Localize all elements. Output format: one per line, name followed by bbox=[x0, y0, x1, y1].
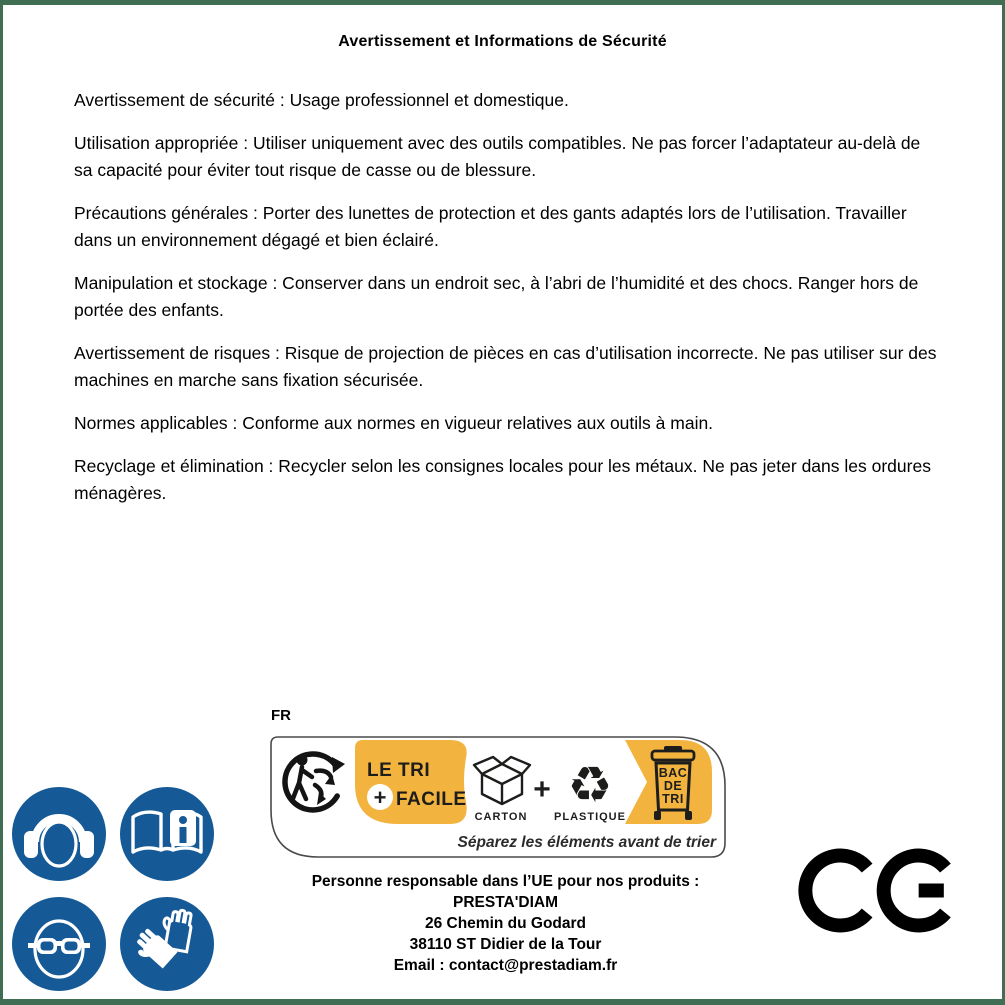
headline-plus: + bbox=[373, 785, 387, 810]
materials-plus: + bbox=[533, 773, 551, 806]
headline-banner bbox=[355, 740, 467, 824]
headline-top: LE TRI bbox=[367, 760, 431, 781]
responsible-email: Email : contact@prestadiam.fr bbox=[393, 957, 618, 974]
eu-responsible-block bbox=[253, 871, 758, 976]
ear-protection-icon bbox=[11, 786, 107, 882]
responsible-street: 26 Chemin du Godard bbox=[424, 915, 587, 932]
page-title: Avertissement et Informations de Sécurité bbox=[338, 33, 667, 50]
responsible-city: 38110 ST Didier de la Tour bbox=[409, 936, 602, 953]
mandatory-safety-icons bbox=[11, 786, 215, 992]
paragraph-proper-use: Utilisation appropriée : Utiliser uniquement avec des outils compatibles. Ne pas forcer l’adaptateur au-delà de sa capacité pour éviter tout risque de casse ou de blessure. bbox=[74, 133, 921, 180]
material-1-label: CARTON bbox=[474, 811, 528, 823]
paragraph-safety-warning: Avertissement de sécurité : Usage professionnel et domestique. bbox=[74, 90, 569, 110]
paragraph-handling-storage: Manipulation et stockage : Conserver dans un endroit sec, à l’abri de l’humidité et des chocs. Ranger hors de portée des enfants. bbox=[74, 273, 919, 320]
responsible-company: PRESTA'DIAM bbox=[452, 894, 558, 911]
paragraph-risk-warning: Avertissement de risques : Risque de projection de pièces en cas d’utilisation incorrecte. Ne pas utiliser sur des machines en marche sans fixation sécurisée. bbox=[74, 343, 937, 390]
label-tagline: Séparez les éléments avant de trier bbox=[457, 834, 716, 851]
headline-bottom: FACILE bbox=[396, 789, 467, 810]
bin-label-line2: DE bbox=[663, 779, 683, 793]
safety-paragraphs bbox=[74, 87, 939, 523]
responsible-intro: Personne responsable dans l’UE pour nos produits : bbox=[311, 873, 700, 890]
ce-marking-icon bbox=[797, 847, 962, 934]
info-tri-recycling-label bbox=[270, 736, 726, 858]
country-code-label: FR bbox=[271, 707, 291, 724]
recycle-plastic-icon: ♻ bbox=[567, 756, 613, 814]
paragraph-recycling: Recyclage et élimination : Recycler selon les consignes locales pour les métaux. Ne pas jeter dans les ordures ménagères. bbox=[74, 456, 931, 503]
eye-protection-icon bbox=[11, 896, 107, 992]
bin-label-line1: BAC bbox=[658, 766, 688, 780]
protective-gloves-icon bbox=[119, 896, 215, 992]
paragraph-general-precautions: Précautions générales : Porter des lunettes de protection et des gants adaptés lors de l’utilisation. Travailler dans un environnement dégagé et bien éclairé. bbox=[74, 203, 907, 250]
material-2-label: PLASTIQUE bbox=[554, 811, 626, 823]
read-manual-icon bbox=[119, 786, 215, 882]
bin-label-line3: TRI bbox=[662, 792, 684, 806]
paragraph-standards: Normes applicables : Conforme aux normes en vigueur relatives aux outils à main. bbox=[74, 413, 714, 433]
